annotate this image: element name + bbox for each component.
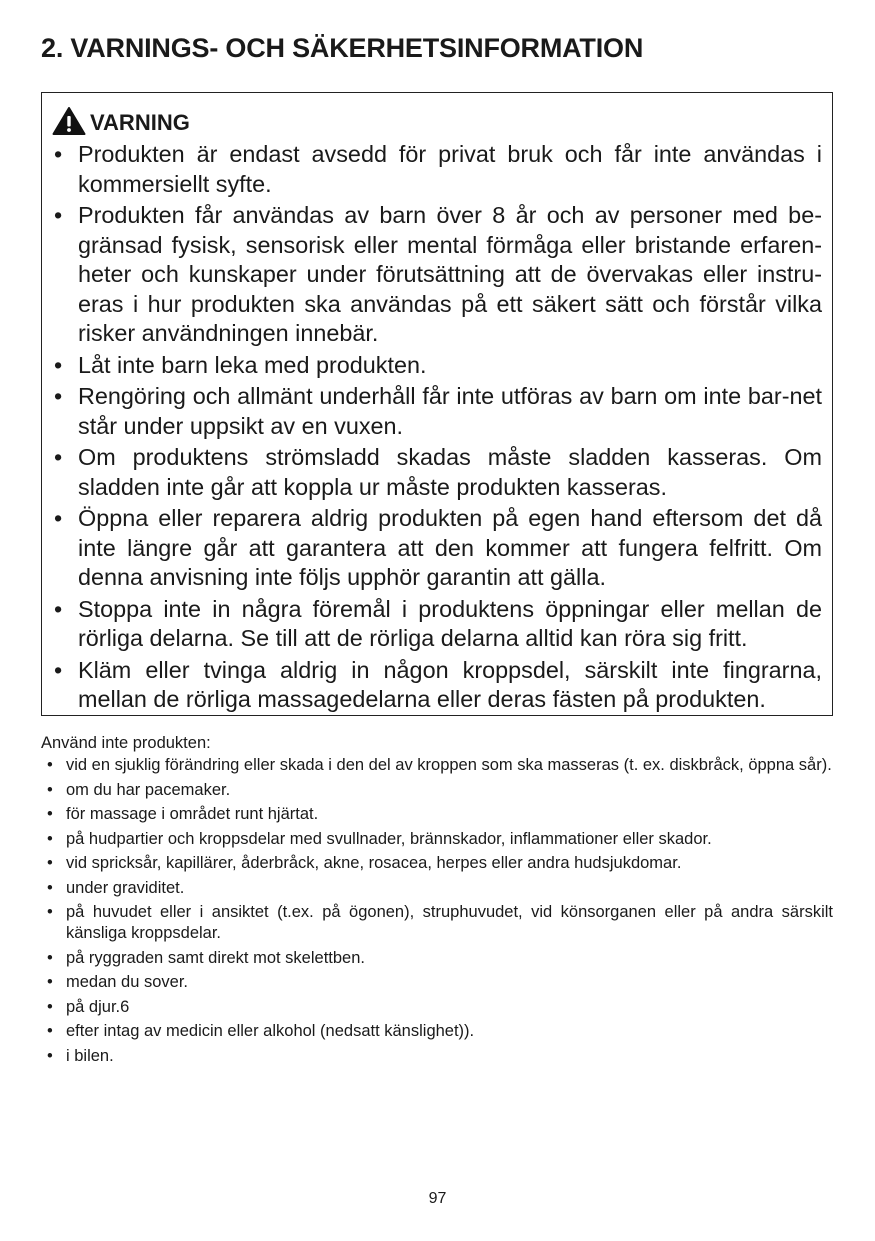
list-item: • efter intag av medicin eller alkohol (nedsatt känslighet)). — [41, 1021, 833, 1042]
warning-triangle-icon — [52, 106, 86, 136]
warning-item: • Om produktens strömsladd skadas måste sladden kasseras. Om sladden inte går att koppla ur måste produkten kasseras. — [52, 443, 822, 502]
warning-item: • Produkten är endast avsedd för privat bruk och får inte användas i kommersiellt syfte. — [52, 140, 822, 199]
list-item: • på hudpartier och kroppsdelar med svullnader, brännskador, inflammationer eller skador. — [41, 829, 833, 850]
warning-list — [52, 140, 822, 715]
warning-item: • Låt inte barn leka med produkten. — [52, 351, 822, 381]
list-item: • under graviditet. — [41, 878, 833, 899]
do-not-use-intro: Använd inte produkten: — [41, 734, 211, 752]
warning-title: VARNING — [90, 110, 190, 135]
list-item: • för massage i området runt hjärtat. — [41, 804, 833, 825]
warning-item: • Kläm eller tvinga aldrig in någon kroppsdel, särskilt inte fingrarna, mellan de rörliga massagedelarna eller deras fästen på produkten. — [52, 656, 822, 715]
list-item: • på ryggraden samt direkt mot skelettben. — [41, 948, 833, 969]
section-title: 2. VARNINGS- OCH SÄKERHETSINFORMATION — [41, 33, 644, 63]
list-item: • på djur.6 — [41, 997, 833, 1018]
page-number: 97 — [428, 1190, 447, 1207]
warning-item: • Rengöring och allmänt underhåll får inte utföras av barn om inte bar-net står under uppsikt av en vuxen. — [52, 382, 822, 441]
do-not-use-list — [41, 755, 833, 1070]
warning-item: • Stoppa inte in några föremål i produktens öppningar eller mellan de rörliga delarna. Se till att de rörliga delarna alltid kan röra sig fritt. — [52, 595, 822, 654]
list-item: • vid spricksår, kapillärer, åderbråck, akne, rosacea, herpes eller andra hudsjukdomar. — [41, 853, 833, 874]
list-item: • vid en sjuklig förändring eller skada i den del av kroppen som ska masseras (t. ex. diskbråck, öppna sår). — [41, 755, 833, 776]
list-item: • om du har pacemaker. — [41, 780, 833, 801]
list-item: • i bilen. — [41, 1046, 833, 1067]
list-item: • medan du sover. — [41, 972, 833, 993]
warning-item: • Öppna eller reparera aldrig produkten på egen hand eftersom det då inte längre går att garantera att den kommer att fungera felfritt. Om denna anvisning inte följs upphör garantin att gälla. — [52, 504, 822, 593]
list-item: • på huvudet eller i ansiktet (t.ex. på ögonen), struphuvudet, vid könsorganen eller på andra särskilt känsliga kroppsdelar. — [41, 902, 833, 944]
warning-item: • Produkten får användas av barn över 8 år och av personer med be-gränsad fysisk, sensorisk eller mental förmåga eller bristande erfaren-heter och kunskaper under förutsättning att de övervakas eller instru-eras i hur produkten ska användas på ett säkert sätt och förstår vilka risker användningen innebär. — [52, 201, 822, 349]
warning-header — [52, 102, 822, 140]
warning-box — [41, 92, 833, 716]
